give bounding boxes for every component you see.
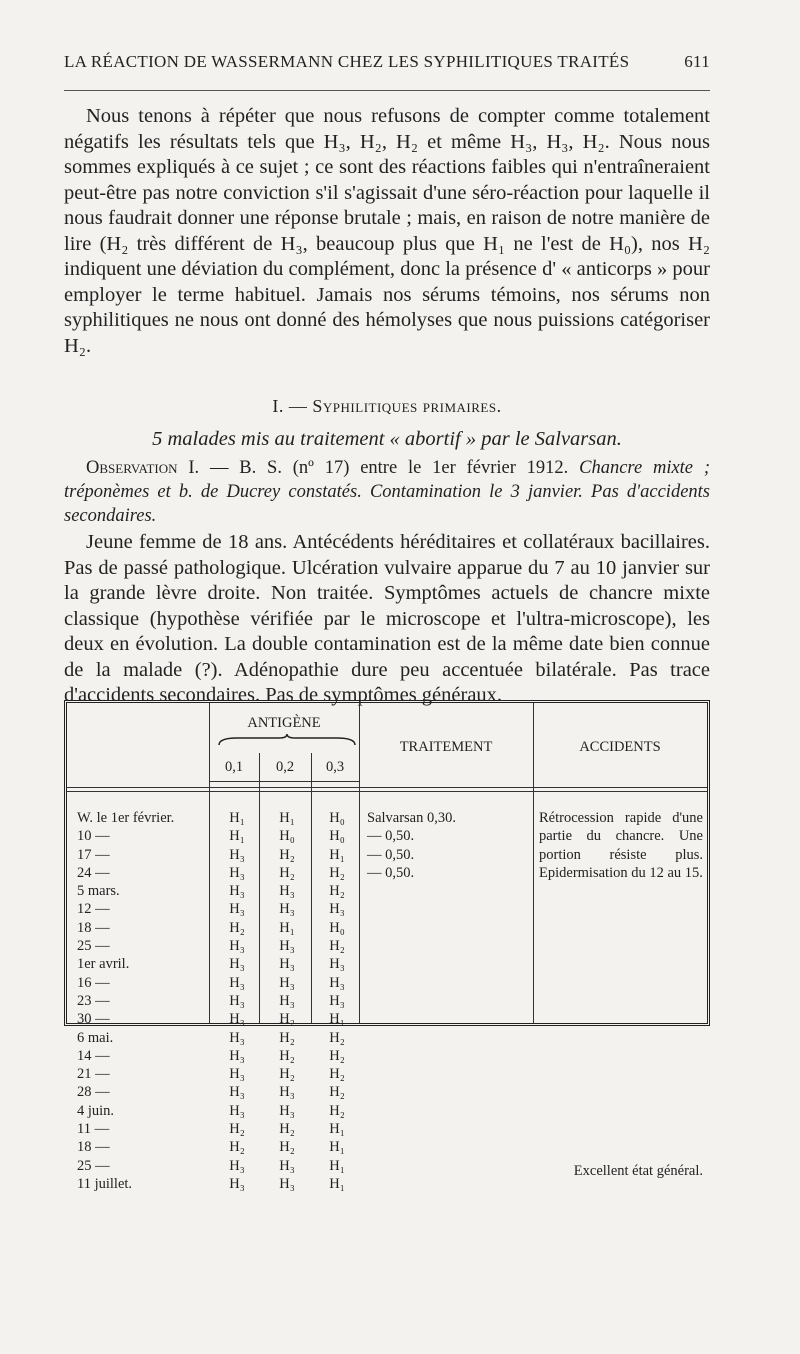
table-row xyxy=(67,1065,707,1083)
paragraph-intro: Nous tenons à répéter que nous refusons de compter comme totalement négatifs les résultats tels que H₃, H₂, H₂ et même H₃, H₃, H₂. Nous nous sommes expliqués à ce sujet ; ce sont des réactions faibles qui n'entraîneraient peut-être pas notre conviction s'il s'agissait d'une séro-réaction pour laquelle il nous faudrait donner une réponse brutale ; mais, en raison de notre manière de lire (H₂ très différent de H₃, beaucoup plus que H₁ ne l'est de H₀), nos H₂ indiquent une déviation du complément, donc la présence d' « anticorps » pour employer le terme habituel. Jamais nos sérums témoins, nos sérums non syphilitiques ne nous ont donné des hémolyses que nous puissions catégoriser H₂. xyxy=(64,105,710,357)
header-dose-2: 0,2 xyxy=(275,759,295,775)
row-antigen-0-1: H₂ xyxy=(229,1139,245,1156)
row-antigen-0-2: H₃ xyxy=(279,992,295,1009)
table-row xyxy=(67,937,707,955)
section-name: Syphilitiques primaires. xyxy=(312,396,502,416)
row-date: 24 — xyxy=(77,864,110,881)
row-antigen-0-2: H₀ xyxy=(279,828,295,845)
row-antigen-0-3: H₁ xyxy=(329,1121,345,1138)
table-row xyxy=(67,882,707,900)
row-date: 12 — xyxy=(77,901,110,918)
row-antigen-0-3: H₃ xyxy=(329,956,345,973)
row-antigen-0-3: H₃ xyxy=(329,901,345,918)
row-date: 17 — xyxy=(77,846,110,863)
table-row xyxy=(67,1047,707,1065)
subheader-rule xyxy=(209,781,359,782)
row-treatment: — 0,50. xyxy=(367,864,415,881)
row-antigen-0-1: H₃ xyxy=(229,1157,245,1174)
row-antigen-0-2: H₂ xyxy=(279,1139,295,1156)
running-header xyxy=(64,52,710,72)
row-date: 21 — xyxy=(77,1066,110,1083)
results-table xyxy=(64,700,710,1192)
table-row xyxy=(67,900,707,918)
row-antigen-0-3: H₂ xyxy=(329,1029,345,1046)
header-rule xyxy=(64,90,710,91)
row-antigen-0-1: H₃ xyxy=(229,1011,245,1028)
row-antigen-0-3: H₂ xyxy=(329,883,345,900)
header-dose-1: 0,1 xyxy=(224,759,244,775)
row-antigen-0-3: H₂ xyxy=(329,1047,345,1064)
accidents-final: Excellent état général. xyxy=(573,1163,703,1179)
row-antigen-0-3: H₀ xyxy=(329,919,345,936)
row-date: 25 — xyxy=(77,938,110,955)
row-treatment: — 0,50. xyxy=(367,846,415,863)
row-antigen-0-3: H₁ xyxy=(329,1139,345,1156)
row-antigen-0-1: H₃ xyxy=(229,1047,245,1064)
row-date: 10 — xyxy=(77,828,110,845)
row-antigen-0-2: H₁ xyxy=(279,810,295,826)
row-antigen-0-2: H₂ xyxy=(279,1029,295,1046)
row-antigen-0-3: H₀ xyxy=(329,810,345,826)
row-antigen-0-2: H₃ xyxy=(279,956,295,973)
row-antigen-0-3: H₁ xyxy=(329,1157,345,1174)
row-antigen-0-1: H₃ xyxy=(229,1102,245,1119)
row-date: W. le 1er février. xyxy=(77,810,175,826)
row-antigen-0-2: H₃ xyxy=(279,1102,295,1119)
row-antigen-0-3: H₂ xyxy=(329,1066,345,1083)
row-antigen-0-2: H₃ xyxy=(279,1175,295,1192)
paragraph-case: Jeune femme de 18 ans. Antécédents héréditaires et collatéraux bacillaires. Pas de passé pathologique. Ulcération vulvaire apparue du 7 au 10 janvier sur la grande lèvre droite. Non traitée. Symptômes actuels de chancre mixte classique (hypothèse vérifiée par le microscope et l'ultra-microscope), les deux en évolution. La double contamination est de la même date bien connue de la malade (?). Adénopathie dure peu accentuée bilatérale. Pas trace d'accidents secondaires. Pas de symptômes généraux. xyxy=(64,531,710,706)
header-title: LA RÉACTION DE WASSERMANN CHEZ LES SYPHILITIQUES TRAITÉS xyxy=(64,52,630,71)
row-antigen-0-3: H₂ xyxy=(329,1084,345,1101)
table-row xyxy=(67,1083,707,1101)
header-rule-2 xyxy=(67,791,707,792)
row-antigen-0-3: H₃ xyxy=(329,974,345,991)
row-date: 5 mars. xyxy=(77,883,120,900)
row-antigen-0-2: H₂ xyxy=(279,1047,295,1064)
observation-text: — B. S. (nº 17) entre le 1er février 1912. xyxy=(199,458,580,478)
header-treatment: TRAITEMENT xyxy=(399,739,493,755)
row-antigen-0-1: H₂ xyxy=(229,1121,245,1138)
row-antigen-0-2: H₂ xyxy=(279,1066,295,1083)
row-treatment: — 0,50. xyxy=(367,828,415,845)
row-date: 11 — xyxy=(77,1121,110,1138)
row-antigen-0-2: H₃ xyxy=(279,883,295,900)
row-antigen-0-2: H₃ xyxy=(279,901,295,918)
header-accidents: ACCIDENTS xyxy=(579,739,661,755)
row-antigen-0-1: H₃ xyxy=(229,1084,245,1101)
row-antigen-0-2: H₃ xyxy=(279,1084,295,1101)
row-antigen-0-1: H₂ xyxy=(229,919,245,936)
row-date: 16 — xyxy=(77,974,110,991)
row-antigen-0-2: H₁ xyxy=(279,919,295,936)
table-row xyxy=(67,919,707,937)
row-date: 18 — xyxy=(77,1139,110,1156)
row-date: 4 juin. xyxy=(77,1102,115,1119)
row-antigen-0-1: H₃ xyxy=(229,846,245,863)
row-antigen-0-2: H₃ xyxy=(279,938,295,955)
row-antigen-0-3: H₀ xyxy=(329,828,345,845)
table-row xyxy=(67,974,707,992)
row-antigen-0-2: H₂ xyxy=(279,1121,295,1138)
row-antigen-0-1: H₃ xyxy=(229,1175,245,1192)
table-row xyxy=(67,1138,707,1156)
observation-italic: Chancre mixte ; tréponèmes et b. de Ducrey constatés. Contamination le 3 janvier. Pas d'accidents secondaires. xyxy=(64,458,710,526)
table-row xyxy=(67,992,707,1010)
row-antigen-0-3: H₂ xyxy=(329,1102,345,1119)
row-date: 23 — xyxy=(77,992,110,1009)
row-antigen-0-1: H₃ xyxy=(229,864,245,881)
row-date: 1er avril. xyxy=(77,956,130,973)
observation-label: Observation I. xyxy=(86,458,200,478)
observation-heading xyxy=(64,456,710,528)
row-antigen-0-3: H₂ xyxy=(329,938,345,955)
header-dose-3: 0,3 xyxy=(325,759,345,775)
row-antigen-0-2: H₂ xyxy=(279,864,295,881)
header-rule-1 xyxy=(67,787,707,788)
row-date: 30 — xyxy=(77,1011,110,1028)
row-antigen-0-2: H₃ xyxy=(279,1157,295,1174)
row-date: 11 juillet. xyxy=(77,1175,133,1192)
row-antigen-0-3: H₁ xyxy=(329,1175,345,1192)
row-antigen-0-1: H₃ xyxy=(229,1029,245,1046)
row-antigen-0-1: H₃ xyxy=(229,974,245,991)
row-antigen-0-1: H₃ xyxy=(229,938,245,955)
table-row xyxy=(67,1120,707,1138)
row-antigen-0-1: H₁ xyxy=(229,810,245,826)
row-antigen-0-2: H₂ xyxy=(279,1011,295,1028)
row-antigen-0-1: H₃ xyxy=(229,901,245,918)
row-antigen-0-3: H₂ xyxy=(329,864,345,881)
table-row xyxy=(67,1029,707,1047)
row-antigen-0-1: H₃ xyxy=(229,883,245,900)
brace-icon xyxy=(217,733,357,747)
row-antigen-0-3: H₁ xyxy=(329,846,345,863)
section-subtitle: 5 malades mis au traitement « abortif » par le Salvarsan. xyxy=(152,428,622,450)
row-antigen-0-2: H₂ xyxy=(279,846,295,863)
header-antigen: ANTIGÈNE xyxy=(247,715,321,731)
row-antigen-0-3: H₃ xyxy=(329,992,345,1009)
row-date: 6 mai. xyxy=(77,1029,114,1046)
section-title xyxy=(64,396,710,417)
row-date: 14 — xyxy=(77,1047,110,1064)
accidents-note: Rétrocession rapide d'une partie du chancre. Une portion résiste plus. Epidermisation du 12 au 15. xyxy=(539,810,703,881)
row-treatment: Salvarsan 0,30. xyxy=(367,810,456,826)
table-row xyxy=(67,1102,707,1120)
table-row xyxy=(67,1010,707,1028)
row-date: 18 — xyxy=(77,919,110,936)
row-date: 25 — xyxy=(77,1157,110,1174)
page-number: 611 xyxy=(684,52,710,71)
row-date: 28 — xyxy=(77,1084,110,1101)
row-antigen-0-1: H₁ xyxy=(229,828,245,845)
row-antigen-0-2: H₃ xyxy=(279,974,295,991)
section-number: I. — xyxy=(272,396,313,416)
table-row xyxy=(67,955,707,973)
row-antigen-0-3: H₁ xyxy=(329,1011,345,1028)
row-antigen-0-1: H₃ xyxy=(229,956,245,973)
row-antigen-0-1: H₃ xyxy=(229,992,245,1009)
row-antigen-0-1: H₃ xyxy=(229,1066,245,1083)
